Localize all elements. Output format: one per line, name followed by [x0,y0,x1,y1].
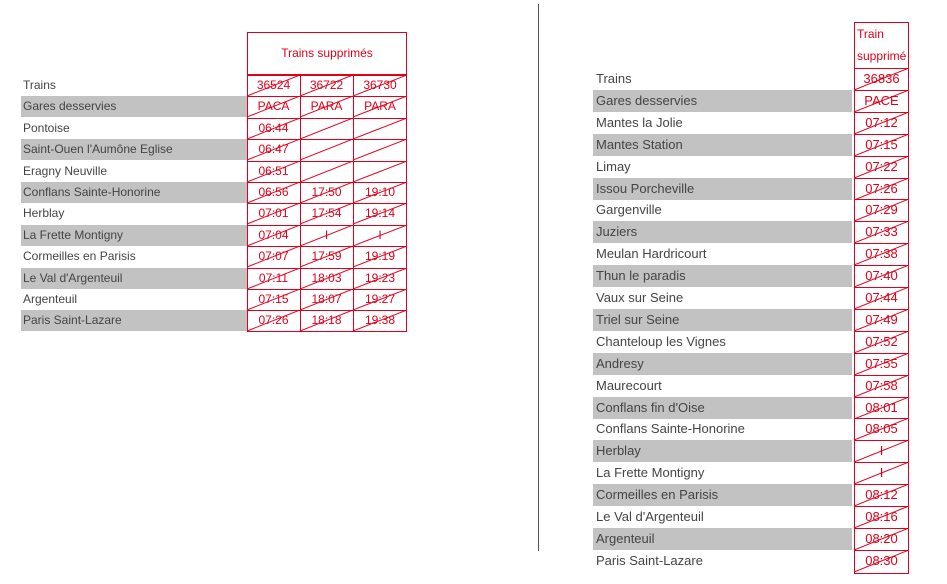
cell-value: PACA [257,99,290,114]
cell-value: 07:26 [865,180,898,196]
cell-value: 07:52 [865,333,898,349]
cell-value: 06:47 [258,142,289,157]
row-separator [247,161,407,162]
row-separator [247,203,407,204]
cell-value: 08:20 [865,530,898,546]
cell-value: 07:49 [865,311,898,327]
cell-value: I [879,443,884,459]
cell-value: PARA [310,99,343,114]
row-separator [854,221,909,222]
cell-value: 18:03 [311,270,342,285]
row-separator [854,397,909,398]
station-name: Le Val d'Argenteuil [596,509,704,524]
cell-value: 18:07 [311,292,342,306]
station-name: Juziers [593,221,852,243]
cell-value: 19:19 [364,249,396,264]
cell-value: 07:07 [258,249,289,264]
row-separator [854,156,909,157]
station-name: Eragny Neuville [23,163,108,178]
station-name: Conflans Sainte-Honorine [21,182,247,203]
row-separator [854,331,909,332]
cell-value: 19:38 [364,313,396,328]
row-separator [247,289,407,290]
station-name: Trains [596,71,632,86]
cell-value: 36730 [363,78,397,92]
station-name: Conflans fin d'Oise [593,397,852,419]
station-name: La Frette Montigny [21,225,247,246]
station-name: Paris Saint-Lazare [596,552,703,568]
row-separator [854,528,909,529]
cell-value: I [879,465,884,481]
cell-value: 19:10 [364,185,396,199]
row-separator [247,139,407,140]
cell-value: 06:56 [258,185,289,199]
cell-value: 08:01 [865,399,898,415]
right-header-box [854,22,909,68]
row-separator [854,462,909,463]
station-name: Thun le paradis [593,265,852,287]
row-separator [854,484,909,485]
station-name: Mantes Station [593,134,852,156]
cell-value: 07:26 [258,313,289,328]
cell-value: 07:22 [865,158,898,174]
row-separator [854,68,909,69]
cell-value: 07:58 [865,377,898,393]
station-name: Cormeilles en Parisis [23,249,136,264]
row-separator [247,310,407,311]
station-name: Mantes la Jolie [596,114,683,130]
right-header-line1: Train [857,27,884,41]
row-separator [854,353,909,354]
station-name: Chanteloup les Vignes [596,333,726,349]
row-separator [247,246,407,247]
row-separator [854,375,909,376]
cell-value: 17:59 [311,249,342,264]
station-name: Vaux sur Seine [596,290,684,305]
row-separator [854,243,909,244]
station-name: Meulan Hardricourt [596,246,707,262]
station-name: Issou Porcheville [593,178,852,200]
row-separator [247,96,407,97]
cell-value: 07:04 [258,227,289,242]
station-name: Herblay [593,440,852,462]
cell-value: 19:23 [364,270,396,285]
cell-value: 19:14 [364,206,396,221]
row-separator [247,225,407,226]
cell-value: 08:30 [865,552,898,568]
cell-value: 36722 [309,78,344,92]
cell-value: 08:05 [865,421,898,437]
cell-value: I [378,227,382,242]
station-name: Gares desservies [21,96,247,117]
row-separator [854,309,909,310]
station-name: Gares desservies [593,90,852,112]
row-separator [854,506,909,507]
station-name: Argenteuil [23,292,78,306]
cell-value: 07:12 [865,114,898,130]
cell-value: PACE [864,92,899,108]
cell-value: 07:44 [865,290,898,305]
station-name: Herblay [23,206,65,221]
cell-value: 07:01 [258,206,289,221]
station-name: Gargenville [596,202,662,218]
row-separator [247,268,407,269]
row-separator [854,287,909,288]
cell-value: 07:15 [865,136,898,152]
cell-value: PARA [364,99,396,114]
cell-value: 07:40 [865,268,898,284]
right-header-line2: supprimé [857,49,907,63]
station-name: Conflans Sainte-Honorine [596,421,745,437]
row-separator [854,199,909,200]
station-name: Triel sur Seine [593,309,852,331]
cell-value: 07:29 [865,202,898,218]
row-separator [247,182,407,183]
station-name: Pontoise [23,120,70,135]
cell-value: 18:18 [311,313,342,328]
page-divider [538,4,539,551]
row-separator [854,178,909,179]
station-name: Trains [23,78,56,92]
cell-value: 36524 [256,78,291,92]
station-name: Saint-Ouen l'Aumône Eglise [21,139,247,160]
cell-value: 07:55 [865,355,898,371]
cell-value: 19:27 [364,292,396,306]
station-name: Maurecourt [596,377,662,393]
cell-value: 07:11 [258,270,289,285]
row-separator [247,118,407,119]
cell-value: 07:15 [258,292,289,306]
cell-value: 06:44 [258,120,289,135]
station-name: Paris Saint-Lazare [21,310,247,331]
row-separator [854,134,909,135]
left-header-box [247,32,407,75]
row-separator [854,112,909,113]
cell-value: 17:50 [311,185,342,199]
cell-value: 17:54 [311,206,342,221]
station-name: Cormeilles en Parisis [593,484,852,506]
cell-value: 36836 [863,71,900,86]
right-grid-outline [854,68,909,574]
station-name: Le Val d'Argenteuil [21,268,247,289]
station-name: Argenteuil [593,528,852,550]
cell-value: 08:12 [865,487,898,503]
cell-value: 07:38 [865,246,898,262]
cell-value: 08:16 [865,509,898,524]
row-separator [854,90,909,91]
cell-value: 07:33 [865,224,898,240]
left-header-title: Trains supprimés [281,46,373,60]
station-name: Limay [596,158,631,174]
row-separator [854,440,909,441]
row-separator [854,418,909,419]
row-separator [854,550,909,551]
cell-value: I [324,227,329,242]
cell-value: 06:51 [258,163,289,178]
row-separator [854,265,909,266]
station-name: Andresy [593,353,852,375]
station-name: La Frette Montigny [596,465,705,481]
